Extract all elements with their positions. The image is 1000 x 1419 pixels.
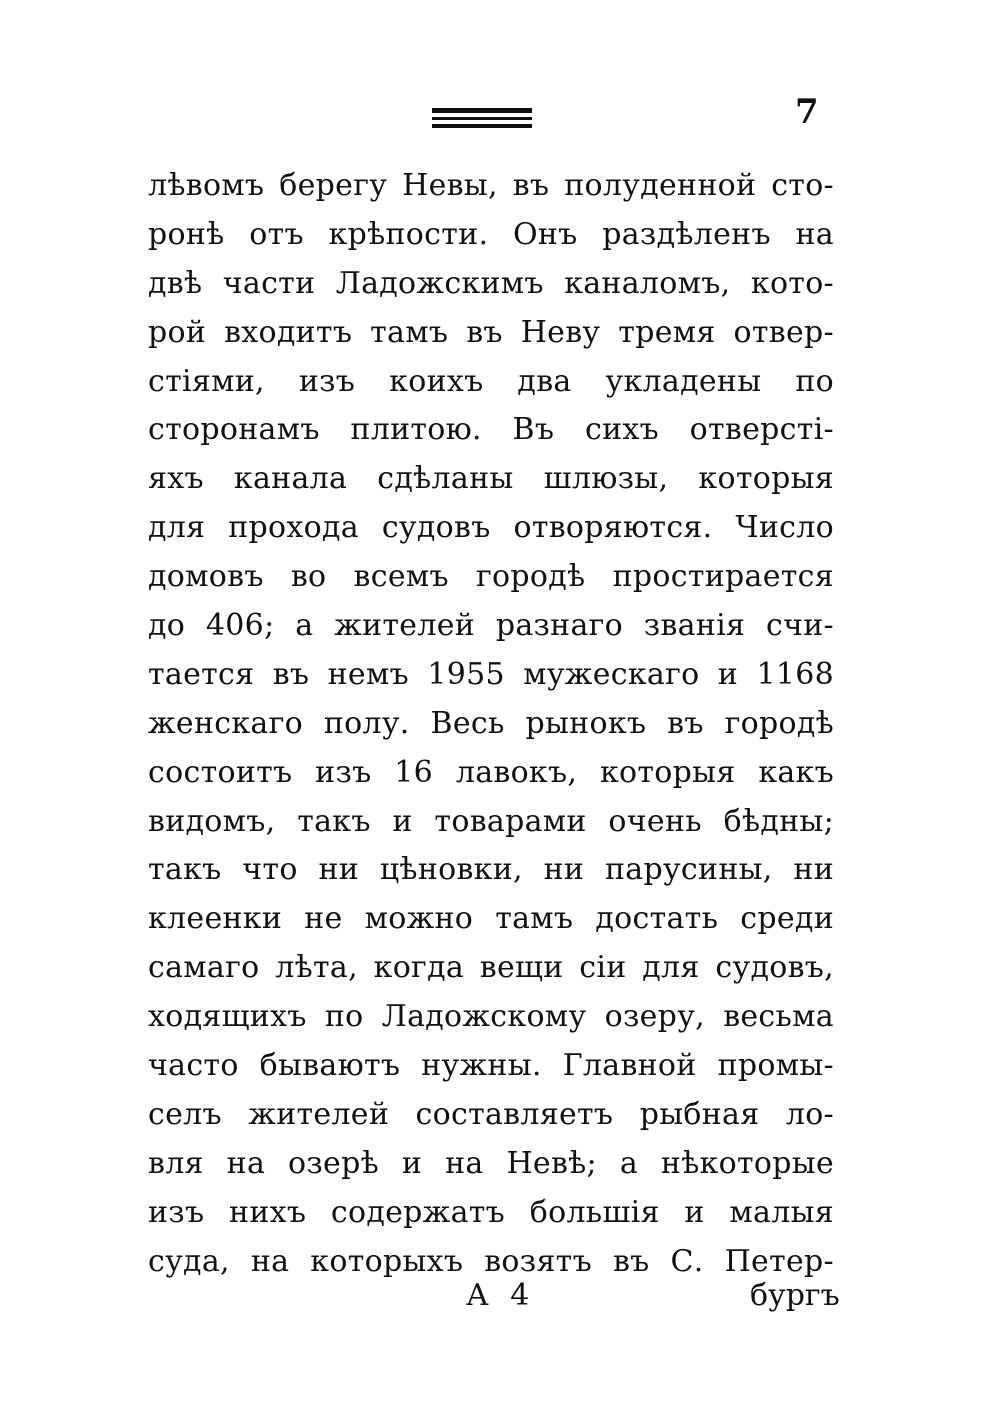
text-line: для прохода судовъ отворяются. Число: [148, 510, 834, 546]
text-line: женскаго полу. Весь рынокъ въ городѣ: [148, 705, 834, 741]
text-line: тается въ немъ 1955 мужескаго и 1168: [148, 656, 834, 692]
body-text: [148, 162, 834, 1286]
ornament-rule-top: [432, 108, 532, 113]
text-line: двѣ части Ладожскимъ каналомъ, кото-: [148, 265, 834, 301]
text-line: суда, на которыхъ возятъ въ С. Петер-: [148, 1243, 834, 1279]
text-line: изъ нихъ содержатъ большія и малыя: [148, 1194, 834, 1230]
header-rule-ornament: [432, 108, 532, 130]
text-line: селъ жителей составляетъ рыбная ло-: [148, 1096, 834, 1132]
text-line: лѣвомъ берегу Невы, въ полуденной сто-: [148, 168, 834, 203]
text-line: часто бываютъ нужны. Главной промы-: [148, 1048, 834, 1084]
text-line: самаго лѣта, когда вещи сіи для судовъ,: [148, 950, 834, 986]
page-number: 7: [795, 92, 819, 132]
text-line: до 406; а жителей разнаго званія счи-: [148, 608, 834, 644]
signature-mark: А 4: [466, 1278, 536, 1313]
ornament-rule-bottom: [432, 124, 532, 128]
text-line: стіями, изъ коихъ два укладены по: [148, 363, 834, 399]
text-line: ронѣ отъ крѣпости. Онъ раздѣленъ на: [148, 216, 834, 252]
text-line: состоитъ изъ 16 лавокъ, которыя какъ: [148, 754, 834, 790]
text-line: вля на озерѣ и на Невѣ; а нѣкоторые: [148, 1145, 834, 1181]
text-line: такъ что ни цѣновки, ни парусины, ни: [148, 852, 834, 888]
ornament-rule-middle: [432, 117, 532, 120]
text-line: яхъ канала сдѣланы шлюзы, которыя: [148, 461, 834, 497]
text-line: сторонамъ плитою. Въ сихъ отверстi-: [148, 412, 834, 448]
text-line: клеенки не можно тамъ достать среди: [148, 901, 834, 937]
text-line: ходящихъ по Ладожскому озеру, весьма: [148, 999, 834, 1035]
text-line: домовъ во всемъ городѣ простирается: [148, 559, 834, 595]
text-line: видомъ, такъ и товарами очень бѣдны;: [148, 803, 834, 839]
catchword: бургъ: [750, 1278, 840, 1313]
text-line: рой входитъ тамъ въ Неву тремя отвер-: [148, 314, 834, 350]
